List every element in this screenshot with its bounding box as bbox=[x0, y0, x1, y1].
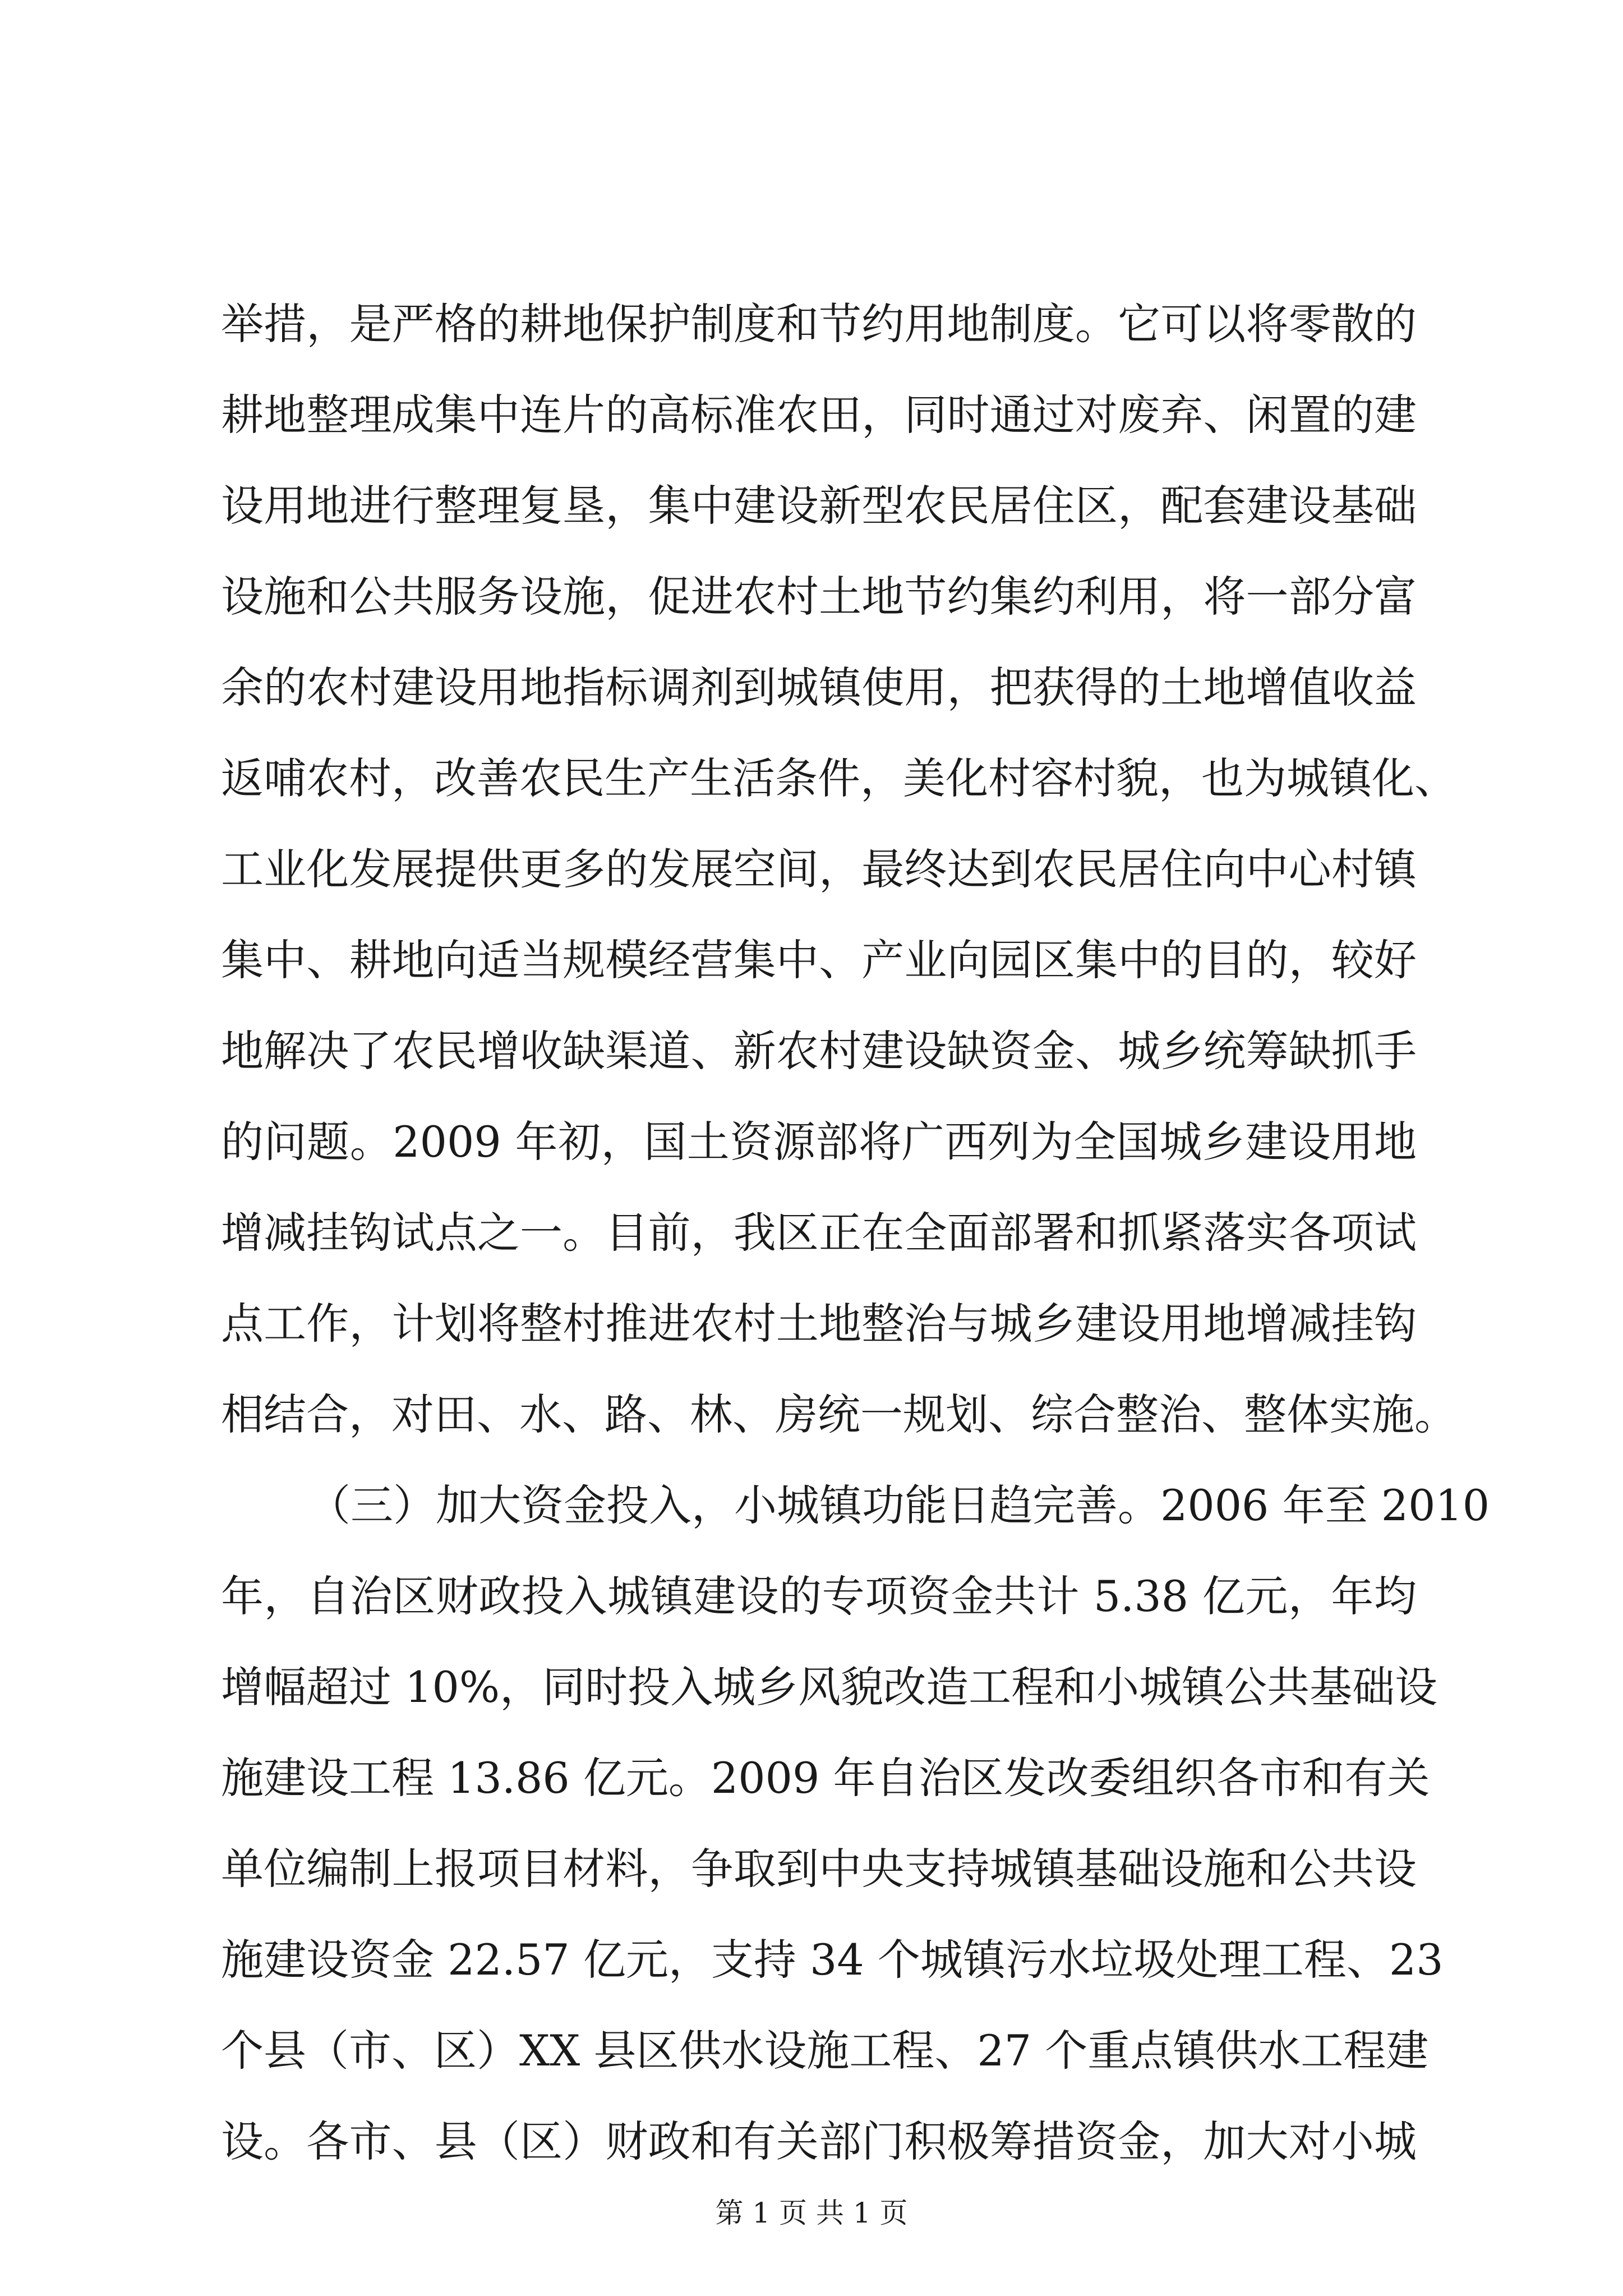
text-line-21: 设。各市、县（区）财政和有关部门积极筹措资金，加大对小城 bbox=[221, 2116, 1417, 2166]
text-line-17: 施建设工程 13.86 亿元。2009 年自治区发改委组织各市和有关 bbox=[221, 1753, 1430, 1803]
text-line-6: 返哺农村，改善农民生产生活条件，美化村容村貌，也为城镇化、 bbox=[221, 753, 1457, 803]
text-line-10: 的问题。2009 年初，国土资源部将广西列为全国城乡建设用地 bbox=[221, 1117, 1417, 1167]
text-line-12: 点工作，计划将整村推进农村土地整治与城乡建设用地增减挂钩 bbox=[221, 1299, 1417, 1349]
text-line-15: 年，自治区财政投入城镇建设的专项资金共计 5.38 亿元，年均 bbox=[221, 1571, 1417, 1621]
text-line-8: 集中、耕地向适当规模经营集中、产业向园区集中的目的，较好 bbox=[221, 935, 1417, 985]
text-line-4: 设施和公共服务设施，促进农村土地节约集约利用，将一部分富 bbox=[221, 572, 1417, 622]
text-line-20: 个县（市、区）XX 县区供水设施工程、27 个重点镇供水工程建 bbox=[221, 2026, 1429, 2076]
text-line-14: （三）加大资金投入，小城镇功能日趋完善。2006 年至 2010 bbox=[308, 1480, 1490, 1530]
text-line-3: 设用地进行整理复垦，集中建设新型农民居住区，配套建设基础 bbox=[221, 481, 1417, 531]
text-line-16: 增幅超过 10%，同时投入城乡风貌改造工程和小城镇公共基础设 bbox=[221, 1662, 1438, 1712]
text-line-19: 施建设资金 22.57 亿元，支持 34 个城镇污水垃圾处理工程、23 bbox=[221, 1935, 1444, 1985]
text-line-5: 余的农村建设用地指标调剂到城镇使用，把获得的土地增值收益 bbox=[221, 662, 1417, 712]
text-line-13: 相结合，对田、水、路、林、房统一规划、综合整治、整体实施。 bbox=[221, 1389, 1457, 1439]
text-line-2: 耕地整理成集中连片的高标准农田，同时通过对废弃、闲置的建 bbox=[221, 390, 1417, 440]
page-footer: 第 1 页 共 1 页 bbox=[715, 2197, 908, 2229]
text-line-7: 工业化发展提供更多的发展空间，最终达到农民居住向中心村镇 bbox=[221, 844, 1417, 894]
text-line-11: 增减挂钩试点之一。目前，我区正在全面部署和抓紧落实各项试 bbox=[221, 1208, 1417, 1258]
text-line-1: 举措，是严格的耕地保护制度和节约用地制度。它可以将零散的 bbox=[221, 299, 1417, 349]
text-line-9: 地解决了农民增收缺渠道、新农村建设缺资金、城乡统筹缺抓手 bbox=[221, 1026, 1417, 1076]
text-line-18: 单位编制上报项目材料，争取到中央支持城镇基础设施和公共设 bbox=[221, 1844, 1417, 1894]
